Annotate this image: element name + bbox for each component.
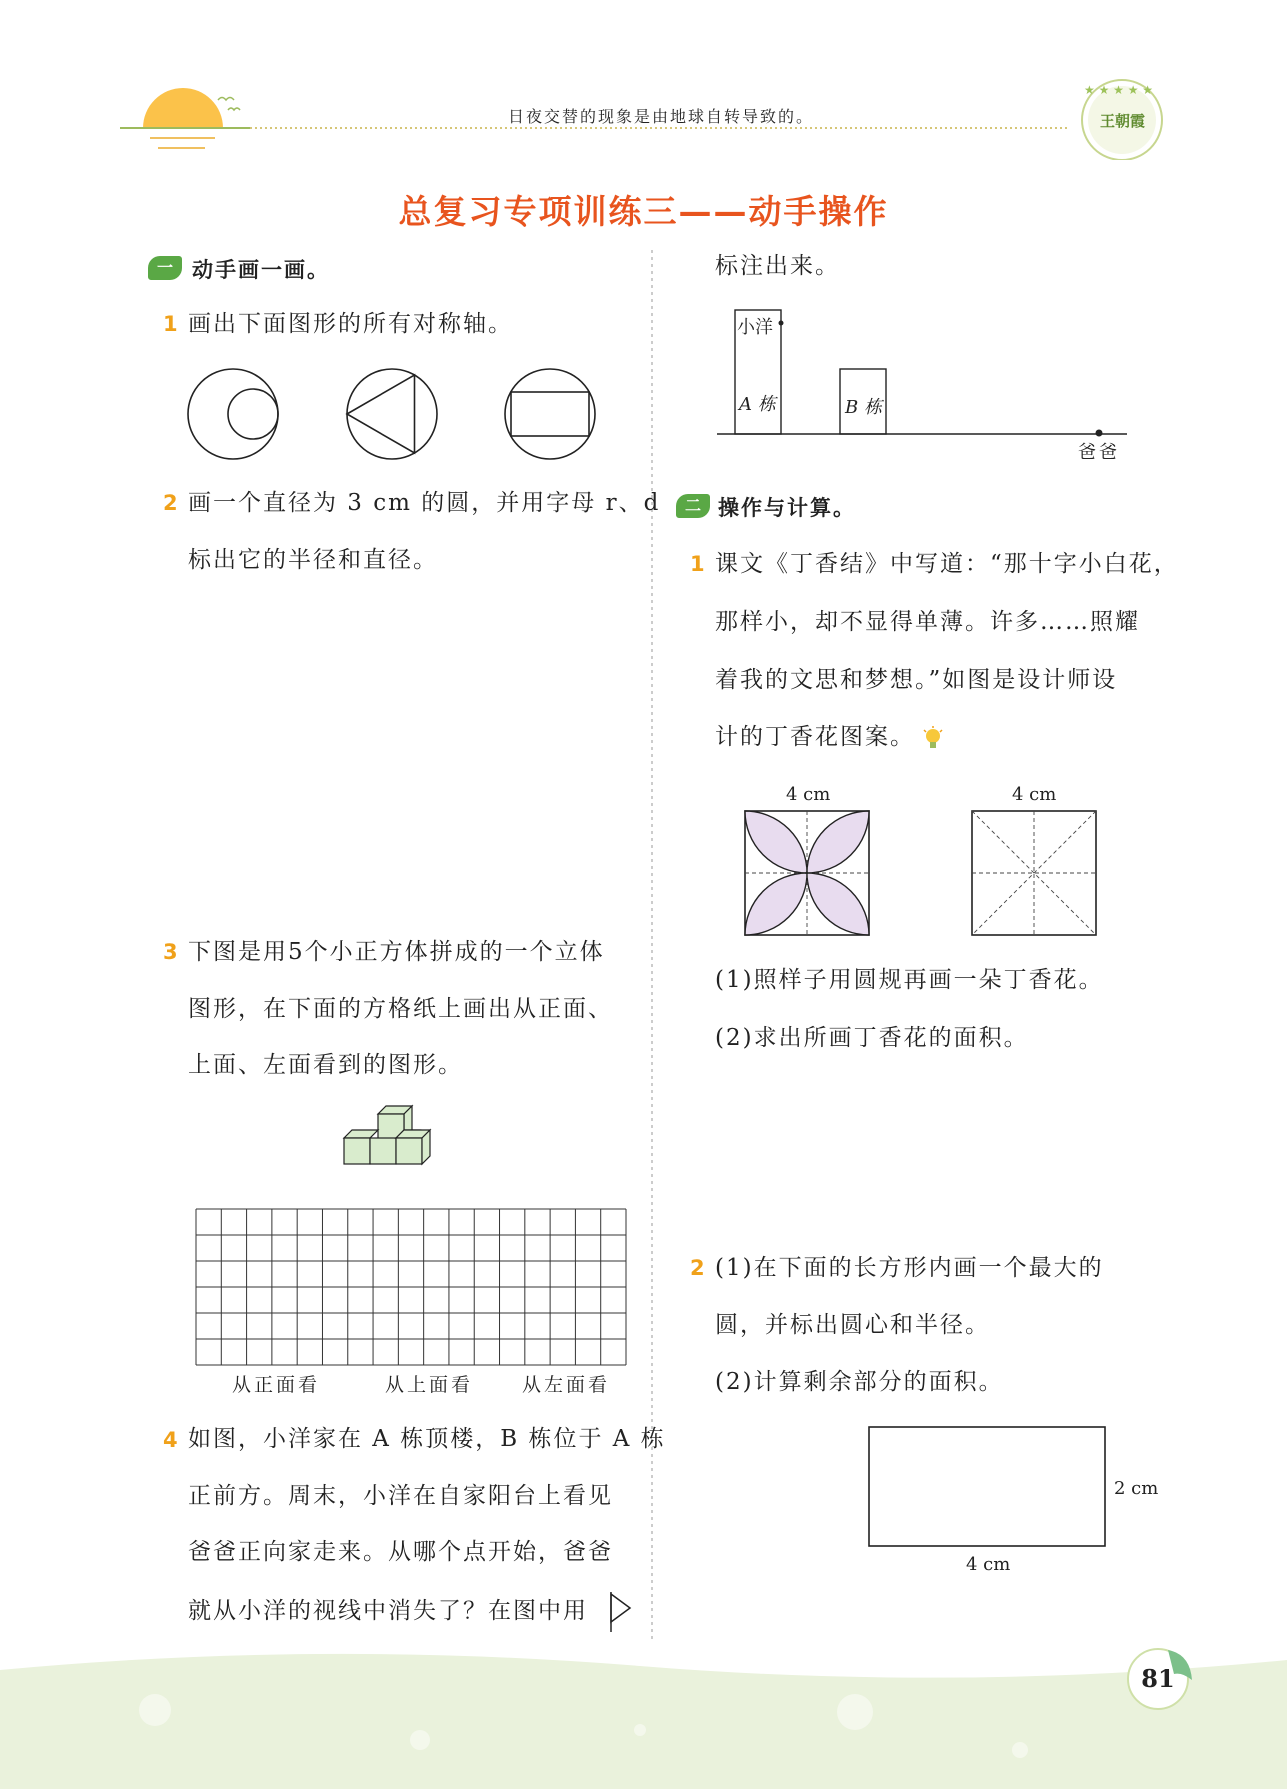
blank-dim-label: 4 cm (1012, 784, 1057, 805)
s2-q1-line2: 那样小，却不显得单薄。许多……照耀 (715, 609, 1140, 635)
svg-text:★ ★ ★ ★ ★: ★ ★ ★ ★ ★ (1084, 83, 1154, 97)
dad-point (1096, 430, 1103, 437)
s1-q2-line1: 画一个直径为 3 cm 的圆，并用字母 r、d (188, 490, 661, 516)
lilac-flower-pattern (744, 810, 870, 936)
label-building-b: B 栋 (845, 397, 882, 418)
symmetry-figures (180, 362, 620, 468)
blank-square-template[interactable] (971, 810, 1097, 936)
s1-q1-number: 1 (163, 312, 178, 336)
label-building-a: A 栋 (739, 394, 776, 415)
label-top-view: 从上面看 (385, 1374, 474, 1396)
header-tagline: 日夜交替的现象是由地球自转导致的。 (508, 107, 815, 126)
s2-q1-line4: 计的丁香花图案。 (715, 724, 915, 750)
s2-q2-number: 2 (690, 1256, 705, 1280)
s1-q1-text: 画出下面图形的所有对称轴。 (188, 311, 513, 337)
s1-q4-line3: 爸爸正向家走来。从哪个点开始，爸爸 (188, 1539, 613, 1565)
s1-q4-line4: 就从小洋的视线中消失了？在图中用 (188, 1598, 588, 1624)
s2-q1-line1: 课文《丁香结》中写道：“那十字小白花， (715, 551, 1179, 577)
s1-q2-line2: 标出它的半径和直径。 (188, 547, 438, 573)
s1-q3-line3: 上面、左面看到的图形。 (188, 1052, 463, 1078)
s2-q1-sub2: (2)求出所画丁香花的面积。 (715, 1025, 1029, 1051)
s2-q2-line3: (2)计算剩余部分的面积。 (715, 1369, 1004, 1395)
label-xiaoyang: 小洋 (737, 317, 773, 338)
section2-title: 操作与计算。 (718, 496, 856, 520)
page-number: 81 (1141, 1664, 1175, 1693)
logo-text: 王朝霞 (1100, 112, 1146, 130)
footer-background (0, 1640, 1287, 1789)
page-title: 总复习专项训练三——动手操作 (398, 192, 889, 231)
s2-q1-line3: 着我的文思和梦想。”如图是设计师设 (715, 667, 1118, 693)
s1-q3-line2: 图形，在下面的方格纸上画出从正面、 (188, 996, 613, 1022)
section2-badge: 二 (676, 494, 710, 518)
s2-q2-line1: (1)在下面的长方形内画一个最大的 (715, 1255, 1104, 1281)
flower-dim-label: 4 cm (786, 784, 831, 805)
cube-stack-figure (338, 1102, 448, 1182)
rectangle-figure[interactable] (868, 1426, 1108, 1548)
bird-icon (218, 98, 234, 101)
lightbulb-icon (922, 726, 944, 752)
s1-q3-number: 3 (163, 940, 178, 964)
s2-q2-line2: 圆，并标出圆心和半径。 (715, 1312, 990, 1338)
s1-q3-line1: 下图是用5个小正方体拼成的一个立体 (188, 939, 605, 965)
s1-q4-line5: 标注出来。 (715, 253, 840, 279)
label-left-view: 从左面看 (522, 1374, 611, 1396)
buildings-diagram (712, 300, 1132, 450)
circle-with-rectangle (505, 369, 595, 459)
s2-q1-number: 1 (690, 552, 705, 576)
label-baba: 爸爸 (1078, 442, 1120, 463)
circle-with-triangle (347, 369, 437, 459)
grid-paper[interactable] (195, 1208, 627, 1366)
section1-title: 动手画一画。 (192, 258, 330, 282)
sun-icon (143, 88, 223, 128)
s1-q4-line2: 正前方。周末，小洋在自家阳台上看见 (188, 1483, 613, 1509)
rect-height-label: 2 cm (1114, 1478, 1159, 1499)
s1-q4-number: 4 (163, 1428, 178, 1452)
s1-q2-number: 2 (163, 491, 178, 515)
section1-badge: 一 (148, 256, 182, 280)
circle-with-inner-circle (188, 369, 278, 459)
s1-q4-line1: 如图，小洋家在 A 栋顶楼，B 栋位于 A 栋 (188, 1426, 666, 1452)
flag-icon (608, 1590, 634, 1634)
label-front-view: 从正面看 (232, 1374, 321, 1396)
s2-q1-sub1: (1)照样子用圆规再画一朵丁香花。 (715, 967, 1104, 993)
rect-width-label: 4 cm (966, 1554, 1011, 1575)
